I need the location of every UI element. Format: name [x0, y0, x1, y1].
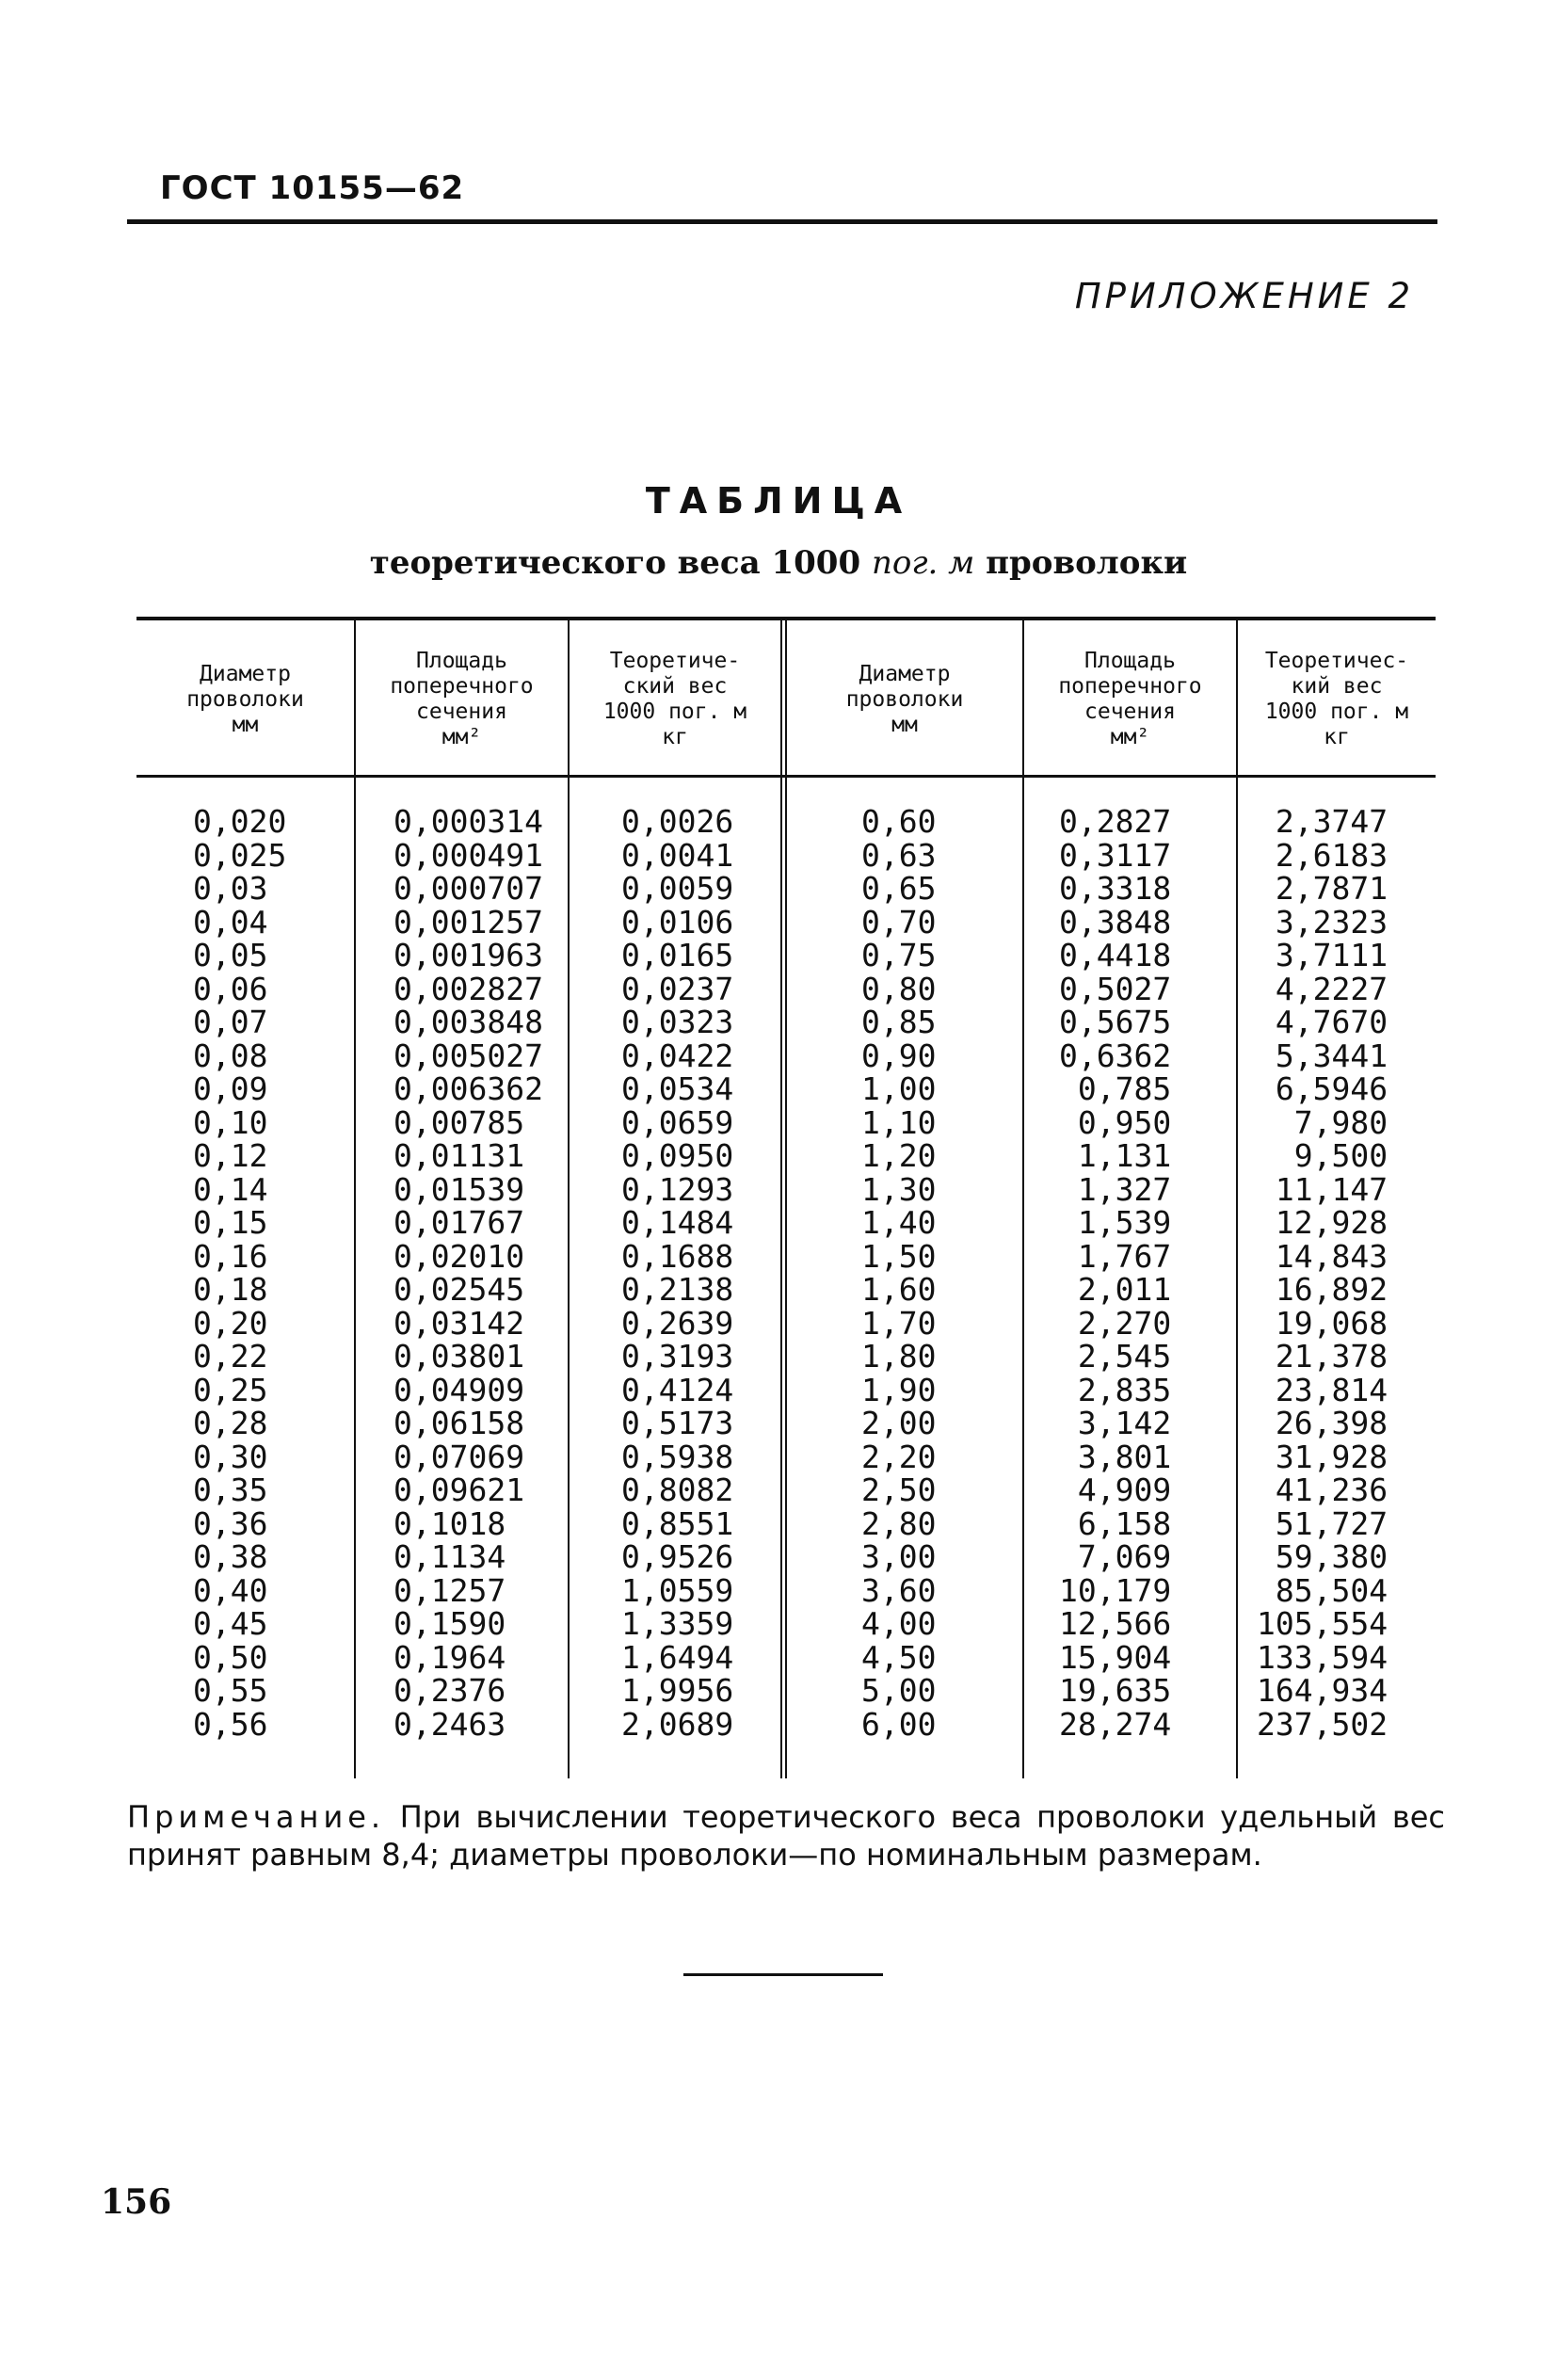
- table-cell: 1,539: [1077, 1204, 1172, 1241]
- table-cell: 0,03: [193, 870, 268, 907]
- table-cell: 0,80: [861, 970, 937, 1007]
- table-cell: 4,909: [1077, 1471, 1172, 1508]
- table-cell: 0,55: [193, 1672, 268, 1709]
- table-cell: 0,28: [193, 1405, 268, 1441]
- table-cell: 3,60: [861, 1571, 937, 1609]
- table-cell: 21,378: [1275, 1338, 1388, 1375]
- table-cell: 1,327: [1077, 1170, 1172, 1208]
- table-cell: 10,179: [1059, 1571, 1172, 1609]
- table-cell: 0,1018: [393, 1504, 506, 1542]
- table-cell: 3,7111: [1275, 937, 1388, 973]
- table-cell: 0,65: [861, 870, 937, 907]
- table-cell: 0,0659: [621, 1103, 734, 1141]
- table-cell: 0,4124: [621, 1371, 734, 1408]
- table-cell: 5,3441: [1275, 1037, 1388, 1074]
- table-cell: 1,3359: [621, 1605, 734, 1642]
- table-cell: 3,2323: [1275, 903, 1388, 941]
- note-label: Примечание.: [127, 1799, 386, 1835]
- table-cell: 0,1688: [621, 1237, 734, 1275]
- table-cell: 1,00: [861, 1070, 937, 1107]
- header-diameter-1: Диаметр проволоки мм: [186, 661, 304, 737]
- table-cell: 0,09: [193, 1070, 268, 1107]
- table-cell: 0,5938: [621, 1438, 734, 1475]
- table-cell: 0,14: [193, 1170, 268, 1208]
- table-cell: 0,38: [193, 1538, 268, 1575]
- table-cell: 1,30: [861, 1170, 937, 1208]
- table-cell: 9,500: [1293, 1137, 1388, 1174]
- table-cell: 2,20: [861, 1438, 937, 1475]
- table-cell: 0,60: [861, 803, 937, 840]
- table-cell: 0,16: [193, 1237, 268, 1275]
- table-cell: 0,04: [193, 903, 268, 941]
- table-cell: 0,000707: [393, 870, 543, 907]
- table-cell: 164,934: [1257, 1672, 1388, 1709]
- table-cell: 0,06158: [393, 1405, 525, 1441]
- table-cell: 0,950: [1077, 1103, 1172, 1141]
- table-cell: 0,2138: [621, 1271, 734, 1308]
- table-cell: 0,07069: [393, 1438, 525, 1475]
- table-cell: 12,566: [1059, 1605, 1172, 1642]
- table-cell: 0,03801: [393, 1338, 525, 1375]
- table-cell: 0,08: [193, 1037, 268, 1074]
- subtitle-text-end: проволоки: [974, 544, 1188, 582]
- table-cell: 237,502: [1257, 1705, 1388, 1743]
- header-area-2: Площадь поперечного сечения мм²: [1058, 649, 1202, 749]
- table-cell: 0,001963: [393, 937, 543, 973]
- table-cell: 0,005027: [393, 1037, 543, 1074]
- table-cell: 0,02010: [393, 1237, 525, 1275]
- table-cell: 133,594: [1257, 1638, 1388, 1676]
- header-weight-2: Теоретичес- кий вес 1000 пог. м кг: [1264, 649, 1409, 749]
- table-cell: 0,0237: [621, 970, 734, 1007]
- table-cell: 0,1293: [621, 1170, 734, 1208]
- table-cell: 12,928: [1275, 1204, 1388, 1241]
- table-cell: 15,904: [1059, 1638, 1172, 1676]
- table-note: [127, 1798, 1445, 1873]
- table-cell: 0,003848: [393, 1004, 543, 1040]
- table-cell: 6,5946: [1275, 1070, 1388, 1107]
- header-rule: [127, 219, 1437, 224]
- table-cell: 0,45: [193, 1605, 268, 1642]
- table-cell: 0,0059: [621, 870, 734, 907]
- table-cell: 0,3117: [1059, 836, 1172, 874]
- appendix-label: ПРИЛОЖЕНИЕ 2: [1074, 276, 1414, 316]
- column-area-2: [1059, 805, 1171, 1741]
- table-cell: 0,35: [193, 1471, 268, 1508]
- table-cell: 2,011: [1077, 1271, 1172, 1308]
- table-cell: 3,00: [861, 1538, 937, 1575]
- table-cell: 2,50: [861, 1471, 937, 1508]
- table-cell: 0,00785: [393, 1103, 525, 1141]
- table-cell: 0,8551: [621, 1504, 734, 1542]
- table-cell: 1,6494: [621, 1638, 734, 1676]
- header-weight-1: Теоретиче- ский вес 1000 пог. м кг: [602, 649, 747, 749]
- table-cell: 0,3848: [1059, 903, 1172, 941]
- table-cell: 0,6362: [1059, 1037, 1172, 1074]
- table-cell: 0,50: [193, 1638, 268, 1676]
- table-cell: 4,50: [861, 1638, 937, 1676]
- table-cell: 0,56: [193, 1705, 268, 1743]
- table-cell: 0,006362: [393, 1070, 543, 1107]
- table-cell: 0,0323: [621, 1004, 734, 1040]
- table-cell: 3,801: [1077, 1438, 1172, 1475]
- table-title: ТАБЛИЦА: [645, 480, 912, 522]
- table-cell: 0,09621: [393, 1471, 525, 1508]
- table-cell: 0,85: [861, 1004, 937, 1040]
- table-cell: 0,02545: [393, 1271, 525, 1308]
- table-cell: 4,00: [861, 1605, 937, 1642]
- column-separator: [1022, 620, 1024, 1778]
- table-cell: 14,843: [1275, 1237, 1388, 1275]
- table-cell: 0,0026: [621, 803, 734, 840]
- table-cell: 0,01131: [393, 1137, 525, 1174]
- table-cell: 0,25: [193, 1371, 268, 1408]
- table-cell: 0,001257: [393, 903, 543, 941]
- table-cell: 51,727: [1275, 1504, 1388, 1542]
- table-cell: 0,22: [193, 1338, 268, 1375]
- table-cell: 0,63: [861, 836, 937, 874]
- table-cell: 0,8082: [621, 1471, 734, 1508]
- column-diameter-1: [193, 805, 286, 1741]
- table-cell: 0,07: [193, 1004, 268, 1040]
- table-cell: 2,3747: [1275, 803, 1388, 840]
- table-cell: 59,380: [1275, 1538, 1388, 1575]
- table-cell: 16,892: [1275, 1271, 1388, 1308]
- table-cell: 0,2639: [621, 1304, 734, 1342]
- table-cell: 0,10: [193, 1103, 268, 1141]
- table-cell: 2,7871: [1275, 870, 1388, 907]
- table-cell: 0,1484: [621, 1204, 734, 1241]
- table-cell: 0,01767: [393, 1204, 525, 1241]
- table-cell: 4,7670: [1275, 1004, 1388, 1040]
- table-cell: 41,236: [1275, 1471, 1388, 1508]
- table-cell: 0,1134: [393, 1538, 506, 1575]
- subtitle-unit: пог. м: [871, 544, 975, 582]
- table-cell: 0,1964: [393, 1638, 506, 1676]
- table-subtitle: [0, 544, 1557, 582]
- table-cell: 0,30: [193, 1438, 268, 1475]
- table-cell: 0,12: [193, 1137, 268, 1174]
- table-cell: 0,0106: [621, 903, 734, 941]
- table-cell: 31,928: [1275, 1438, 1388, 1475]
- table-cell: 2,00: [861, 1405, 937, 1441]
- document-code: ГОСТ 10155—62: [160, 169, 465, 207]
- column-separator: [354, 620, 356, 1778]
- table-cell: 1,20: [861, 1137, 937, 1174]
- note-text: При вычислении теоретического веса проволоки удельный вес принят равным 8,4; диаметры проволоки—по номинальным размерам.: [127, 1799, 1445, 1873]
- table-cell: 2,0689: [621, 1705, 734, 1743]
- column-weight-1: [621, 805, 733, 1741]
- table-cell: 0,025: [193, 836, 287, 874]
- table-cell: 19,068: [1275, 1304, 1388, 1342]
- table-cell: 0,1590: [393, 1605, 506, 1642]
- table-cell: 5,00: [861, 1672, 937, 1709]
- table-cell: 0,04909: [393, 1371, 525, 1408]
- table-cell: 2,545: [1077, 1338, 1172, 1375]
- table-cell: 1,0559: [621, 1571, 734, 1609]
- table-cell: 19,635: [1059, 1672, 1172, 1709]
- table-cell: 0,5027: [1059, 970, 1172, 1007]
- column-diameter-2: [861, 805, 936, 1741]
- table-cell: 0,785: [1077, 1070, 1172, 1107]
- table-cell: 0,002827: [393, 970, 543, 1007]
- table-cell: 1,40: [861, 1204, 937, 1241]
- table-cell: 3,142: [1077, 1405, 1172, 1441]
- table-cell: 0,2827: [1059, 803, 1172, 840]
- table-cell: 1,10: [861, 1103, 937, 1141]
- table-cell: 85,504: [1275, 1571, 1388, 1609]
- table-cell: 7,069: [1077, 1538, 1172, 1575]
- table-cell: 1,80: [861, 1338, 937, 1375]
- table-cell: 0,70: [861, 903, 937, 941]
- table-cell: 23,814: [1275, 1371, 1388, 1408]
- table-cell: 0,01539: [393, 1170, 525, 1208]
- table-cell: 1,767: [1077, 1237, 1172, 1275]
- table-cell: 1,60: [861, 1271, 937, 1308]
- header-area-1: Площадь поперечного сечения мм²: [390, 649, 534, 749]
- table-cell: 0,90: [861, 1037, 937, 1074]
- column-separator: [1236, 620, 1238, 1778]
- table-cell: 105,554: [1257, 1605, 1388, 1642]
- table-cell: 1,50: [861, 1237, 937, 1275]
- table-cell: 26,398: [1275, 1405, 1388, 1441]
- table-cell: 4,2227: [1275, 970, 1388, 1007]
- table-cell: 0,000314: [393, 803, 543, 840]
- table-cell: 0,000491: [393, 836, 543, 874]
- table-cell: 0,3318: [1059, 870, 1172, 907]
- table-cell: 0,15: [193, 1204, 268, 1241]
- table-cell: 1,131: [1077, 1137, 1172, 1174]
- table-cell: 0,0422: [621, 1037, 734, 1074]
- table-cell: 2,270: [1077, 1304, 1172, 1342]
- table-cell: 6,158: [1077, 1504, 1172, 1542]
- table-cell: 0,75: [861, 937, 937, 973]
- subtitle-text-start: теоретического веса 1000: [369, 544, 872, 582]
- page-number: 156: [101, 2182, 172, 2222]
- table-cell: 6,00: [861, 1705, 937, 1743]
- column-separator-double: [780, 620, 787, 1778]
- table-cell: 1,70: [861, 1304, 937, 1342]
- table-cell: 0,18: [193, 1271, 268, 1308]
- table-cell: 1,90: [861, 1371, 937, 1408]
- header-diameter-2: Диаметр проволоки мм: [845, 661, 964, 737]
- table-cell: 0,03142: [393, 1304, 525, 1342]
- table-cell: 0,4418: [1059, 937, 1172, 973]
- table-cell: 2,835: [1077, 1371, 1172, 1408]
- table-cell: 0,0041: [621, 836, 734, 874]
- table-cell: 0,020: [193, 803, 287, 840]
- table-cell: 0,0950: [621, 1137, 734, 1174]
- column-weight-2: [1257, 805, 1388, 1741]
- table-cell: 0,1257: [393, 1571, 506, 1609]
- table-cell: 0,0165: [621, 937, 734, 973]
- table-cell: 7,980: [1293, 1103, 1388, 1141]
- table-cell: 0,05: [193, 937, 268, 973]
- table-cell: 0,36: [193, 1504, 268, 1542]
- table-cell: 28,274: [1059, 1705, 1172, 1743]
- column-separator: [568, 620, 570, 1778]
- table-cell: 0,20: [193, 1304, 268, 1342]
- table-cell: 0,5675: [1059, 1004, 1172, 1040]
- end-rule: [683, 1973, 883, 1976]
- table-cell: 1,9956: [621, 1672, 734, 1709]
- table-cell: 2,6183: [1275, 836, 1388, 874]
- table-cell: 2,80: [861, 1504, 937, 1542]
- column-area-1: [393, 805, 543, 1741]
- table-cell: 0,5173: [621, 1405, 734, 1441]
- table-cell: 0,2376: [393, 1672, 506, 1709]
- table-cell: 0,40: [193, 1571, 268, 1609]
- table-cell: 0,0534: [621, 1070, 734, 1107]
- table-cell: 0,9526: [621, 1538, 734, 1575]
- table-cell: 0,3193: [621, 1338, 734, 1375]
- table-cell: 0,06: [193, 970, 268, 1007]
- table-cell: 11,147: [1275, 1170, 1388, 1208]
- table-cell: 0,2463: [393, 1705, 506, 1743]
